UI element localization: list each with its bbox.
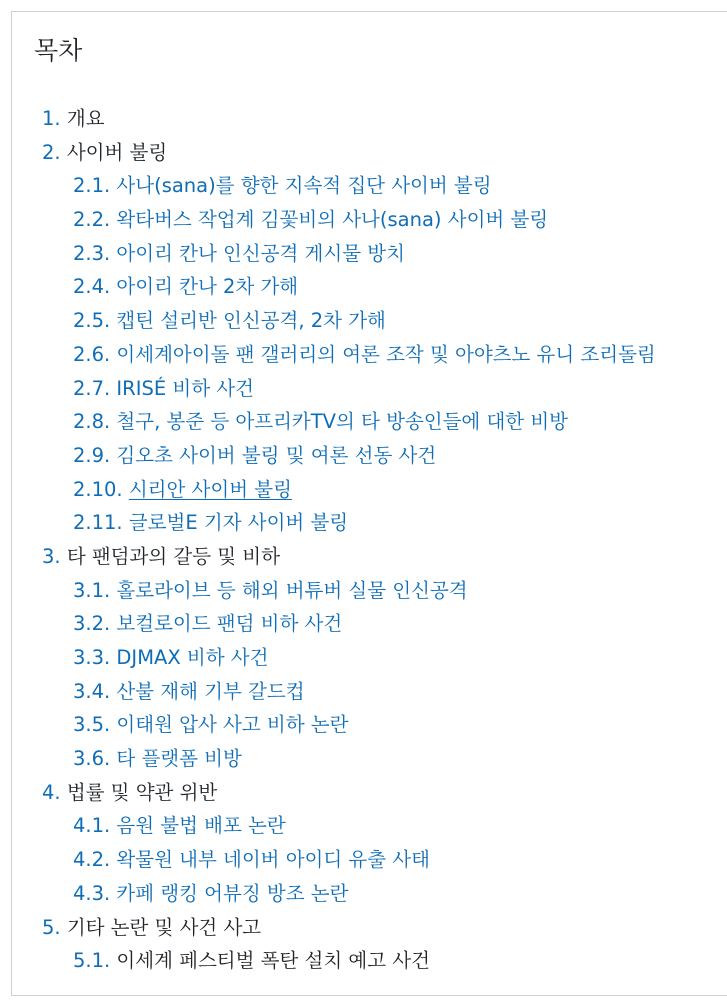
toc-item-number-link[interactable]: 3.3.: [73, 646, 111, 669]
toc-item-number-link[interactable]: 2.: [42, 140, 61, 164]
toc-item-label[interactable]: DJMAX 비하 사건: [116, 646, 269, 669]
toc-item-number-link[interactable]: 5.1.: [73, 949, 111, 973]
toc-item: [12, 574, 727, 608]
toc-item-label[interactable]: 타 팬덤과의 갈등 및 비하: [66, 544, 280, 568]
toc-item: [12, 809, 727, 843]
toc-item-number-link[interactable]: 4.3.: [73, 881, 111, 905]
toc-item-label[interactable]: 아이리 칸나 인신공격 게시물 방치: [116, 241, 405, 265]
toc-item-label[interactable]: 이태원 압사 사고 비하 논란: [116, 713, 349, 737]
toc-item: [12, 338, 727, 372]
toc-item: [12, 304, 727, 338]
toc-item-number-link[interactable]: 3.6.: [73, 747, 111, 771]
toc-item-number-link[interactable]: 2.7.: [73, 376, 111, 400]
toc-list: [12, 102, 727, 978]
toc-item: [12, 270, 727, 304]
toc-item-label[interactable]: 산불 재해 기부 갈드컵: [116, 679, 305, 703]
toc-item-label[interactable]: 이세계 페스티벌 폭탄 설치 예고 사건: [116, 949, 430, 973]
toc-item-label[interactable]: 김오초 사이버 불링 및 여론 선동 사건: [116, 443, 437, 467]
toc-item-label[interactable]: 기타 논란 및 사건 사고: [66, 915, 262, 939]
toc-item: [12, 439, 727, 473]
toc-item-label[interactable]: 왁물원 내부 네이버 아이디 유출 사태: [116, 848, 430, 872]
toc-item-label[interactable]: 사이버 불링: [66, 140, 168, 164]
toc-item: [12, 203, 727, 237]
toc-item-label[interactable]: 타 플랫폼 비방: [116, 747, 242, 771]
toc-item-label[interactable]: 아이리 칸나 2차 가해: [116, 275, 299, 299]
toc-item-label[interactable]: 음원 불법 배포 논란: [116, 814, 286, 838]
toc-item-label[interactable]: 글로벌E 기자 사이버 불링: [128, 511, 349, 535]
toc-item-label[interactable]: 홀로라이브 등 해외 버튜버 실물 인신공격: [116, 578, 468, 602]
toc-item: [12, 506, 727, 540]
toc-title: 목차: [34, 36, 83, 65]
toc-item-label[interactable]: 이세계아이돌 팬 갤러리의 여론 조작 및 아야츠노 유니 조리돌림: [116, 342, 656, 366]
toc-item: [12, 102, 727, 136]
toc-item-label[interactable]: 카페 랭킹 어뷰징 방조 논란: [116, 881, 349, 905]
toc-item-number-link[interactable]: 2.9.: [73, 443, 111, 467]
toc-item: [12, 540, 727, 574]
toc-item-number-link[interactable]: 4.1.: [73, 814, 111, 838]
toc-item-number-link[interactable]: 3.: [42, 544, 61, 568]
toc-item: [12, 944, 727, 978]
toc-item-label[interactable]: 사나(sana)를 향한 지속적 집단 사이버 불링: [116, 174, 492, 198]
table-of-contents: [11, 11, 727, 996]
toc-item: [12, 607, 727, 641]
toc-item-number-link[interactable]: 3.2.: [73, 612, 111, 636]
toc-item-number-link[interactable]: 2.6.: [73, 342, 111, 366]
toc-item-label[interactable]: 개요: [66, 107, 105, 130]
toc-item-number-link[interactable]: 3.5.: [73, 713, 111, 737]
toc-item-label[interactable]: 캡틴 설리반 인신공격, 2차 가해: [116, 309, 386, 333]
toc-item-number-link[interactable]: 2.8.: [73, 410, 111, 434]
toc-item-number-link[interactable]: 2.2.: [73, 208, 111, 232]
toc-item: [12, 136, 727, 170]
toc-item-number-link[interactable]: 4.: [42, 780, 61, 804]
toc-item-number-link[interactable]: 5.: [42, 915, 61, 939]
toc-item-number-link[interactable]: 3.4.: [73, 679, 111, 703]
toc-item-number-link[interactable]: 2.5.: [73, 309, 111, 333]
toc-item: [12, 237, 727, 271]
toc-item-label[interactable]: 보컬로이드 팬덤 비하 사건: [116, 612, 343, 636]
toc-item-number-link[interactable]: 4.2.: [73, 848, 111, 872]
toc-item: [12, 911, 727, 945]
toc-item: [12, 641, 727, 675]
toc-item-label[interactable]: 왁타버스 작업계 김꽃비의 사나(sana) 사이버 불링: [116, 208, 549, 232]
toc-item: [12, 708, 727, 742]
toc-item-label[interactable]: 시리안 사이버 불링: [128, 477, 292, 501]
toc-item-number-link[interactable]: 2.10.: [73, 477, 123, 501]
toc-item-number-link[interactable]: 1.: [42, 107, 61, 130]
toc-item-number-link[interactable]: 2.11.: [73, 511, 123, 535]
toc-item-label[interactable]: 철구, 봉준 등 아프리카TV의 타 방송인들에 대한 비방: [116, 410, 569, 434]
toc-item: [12, 877, 727, 911]
toc-item: [12, 372, 727, 406]
toc-item: [12, 843, 727, 877]
toc-item-number-link[interactable]: 2.1.: [73, 174, 111, 198]
toc-item-label[interactable]: 법률 및 약관 위반: [66, 780, 218, 804]
toc-item: [12, 675, 727, 709]
toc-item-number-link[interactable]: 3.1.: [73, 578, 111, 602]
toc-item: [12, 776, 727, 810]
toc-item: [12, 169, 727, 203]
toc-item-number-link[interactable]: 2.3.: [73, 241, 111, 265]
toc-item: [12, 742, 727, 776]
toc-item-label[interactable]: IRISÉ 비하 사건: [116, 376, 254, 400]
toc-item: [12, 473, 727, 507]
toc-item: [12, 405, 727, 439]
toc-item-number-link[interactable]: 2.4.: [73, 275, 111, 299]
